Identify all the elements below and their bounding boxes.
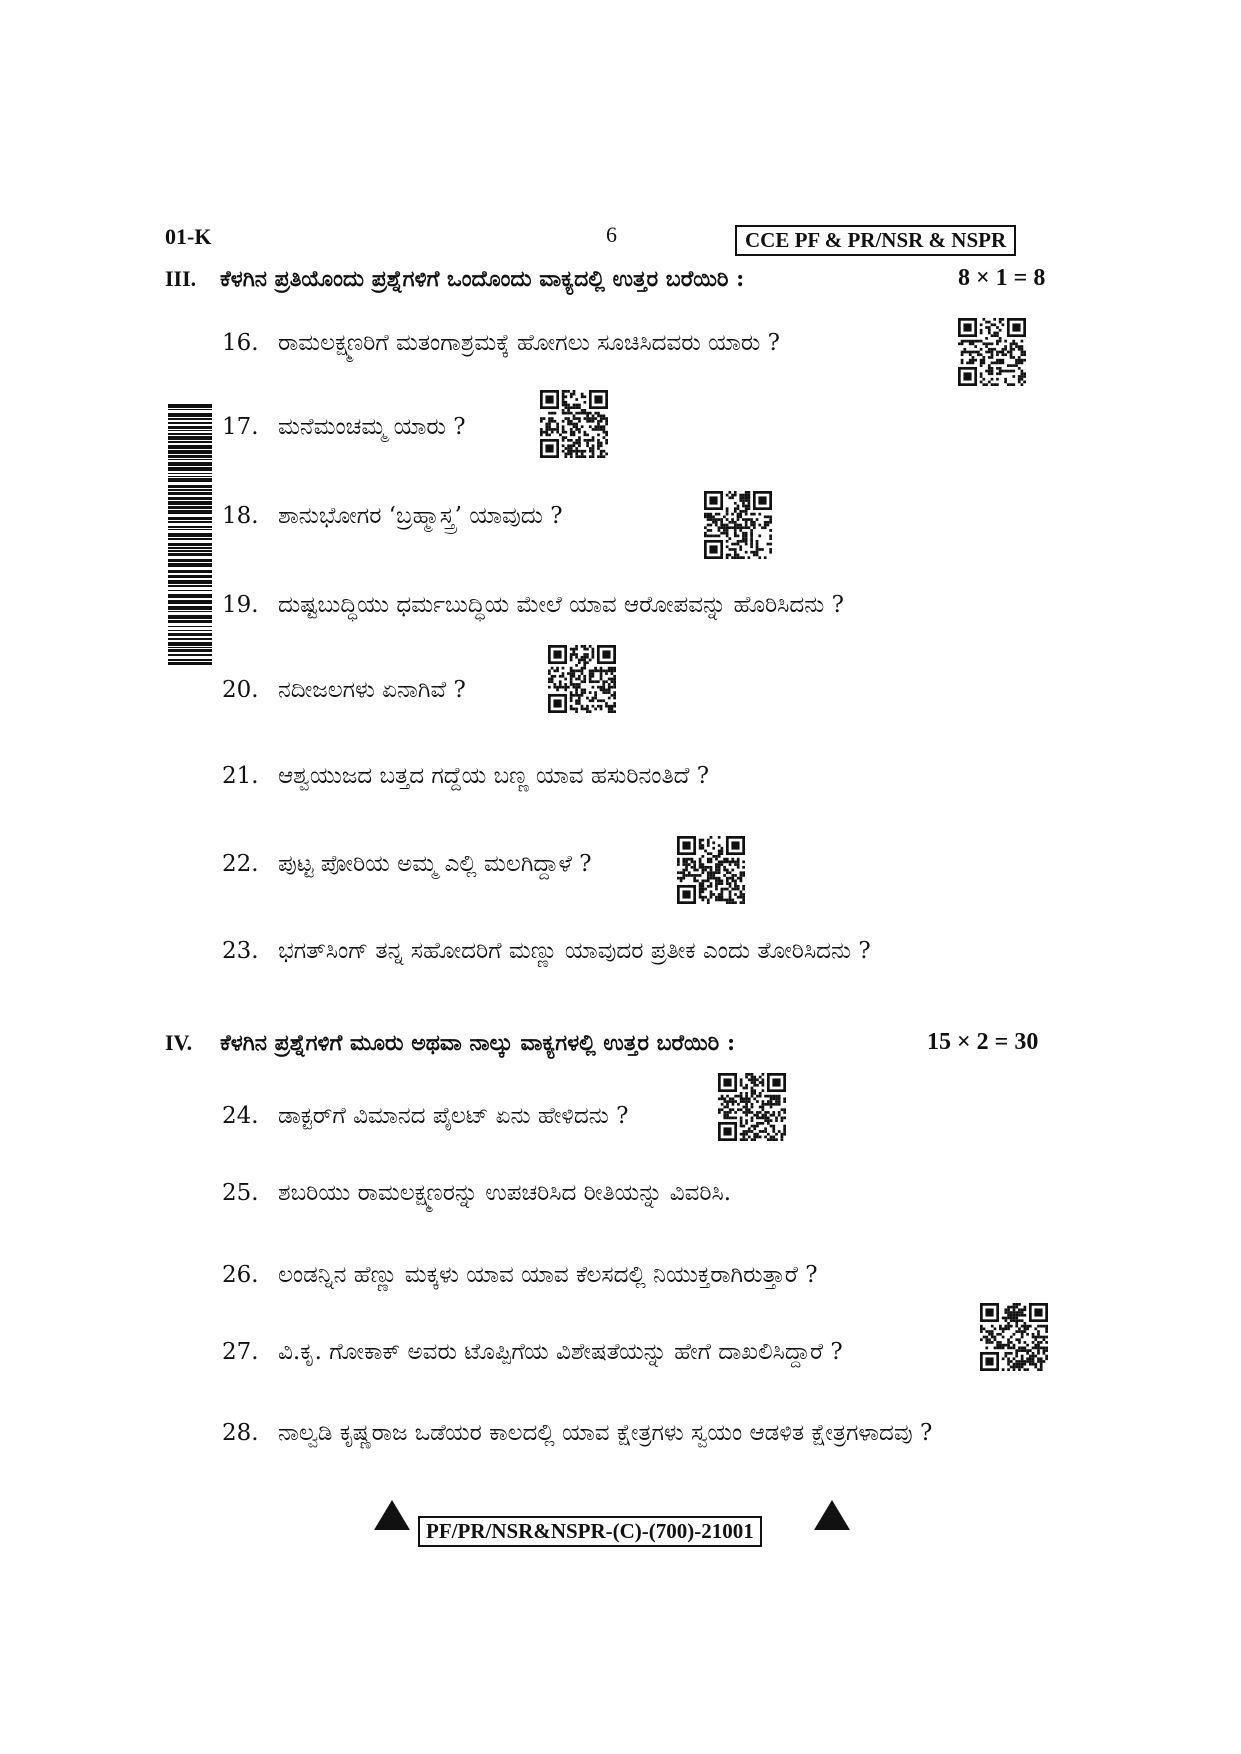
- barcode: [168, 404, 212, 666]
- question-number: 21.: [222, 763, 259, 789]
- section-numeral: IV.: [165, 1030, 193, 1055]
- triangle-left-icon: [374, 1500, 410, 1530]
- question-text: ಶಾನುಭೋಗರ ‘ಬ್ರಹ್ಮಾಸ್ತ್ರ’ ಯಾವುದು ?: [278, 503, 563, 529]
- question-number: 20.: [222, 677, 259, 703]
- section-numeral: III.: [165, 266, 197, 291]
- section-heading-iii: [165, 266, 744, 292]
- question-text: ಭಗತ್‌ಸಿಂಗ್ ತನ್ನ ಸಹೋದರಿಗೆ ಮಣ್ಣು ಯಾವುದರ ಪ್ರತೀಕ ಎಂದು ತೋರಿಸಿದನು ?: [278, 938, 871, 964]
- qr-code-icon: [958, 318, 1026, 386]
- section-marks: 15 × 2 = 30: [927, 1029, 1039, 1055]
- qr-code-icon: [540, 390, 608, 458]
- question-text: ನದೀಜಲಗಳು ಏನಾಗಿವೆ ?: [278, 677, 466, 703]
- question-text: ರಾಮಲಕ್ಷ್ಮಣರಿಗೆ ಮತಂಗಾಶ್ರಮಕ್ಕೆ ಹೋಗಲು ಸೂಚಿಸಿದವರು ಯಾರು ?: [278, 330, 780, 356]
- question-number: 16.: [222, 330, 259, 356]
- question-number: 17.: [222, 414, 259, 440]
- section-heading-iv: [165, 1030, 735, 1056]
- question-17: [222, 414, 466, 440]
- subject-code: 01-K: [165, 224, 212, 249]
- question-text: ನಾಲ್ವಡಿ ಕೃಷ್ಣರಾಜ ಒಡೆಯರ ಕಾಲದಲ್ಲಿ ಯಾವ ಕ್ಷೇತ್ರಗಳು ಸ್ವಯಂ ಆಡಳಿತ ಕ್ಷೇತ್ರಗಳಾದವು ?: [278, 1420, 933, 1446]
- question-number: 24.: [222, 1103, 259, 1129]
- question-number: 18.: [222, 503, 259, 529]
- section-instruction: ಕೆಳಗಿನ ಪ್ರತಿಯೊಂದು ಪ್ರಶ್ನೆಗಳಿಗೆ ಒಂದೊಂದು ವಾಕ್ಯದಲ್ಲಿ ಉತ್ತರ ಬರೆಯಿರಿ :: [220, 266, 745, 292]
- question-text: ದುಷ್ಟಬುದ್ಧಿಯು ಧರ್ಮಬುದ್ಧಿಯ ಮೇಲೆ ಯಾವ ಆರೋಪವನ್ನು ಹೊರಿಸಿದನು ?: [278, 592, 844, 618]
- question-text: ಲಂಡನ್ನಿನ ಹೆಣ್ಣು ಮಕ್ಕಳು ಯಾವ ಯಾವ ಕೆಲಸದಲ್ಲಿ ನಿಯುಕ್ತರಾಗಿರುತ್ತಾರೆ ?: [278, 1262, 818, 1288]
- question-number: 28.: [222, 1420, 259, 1446]
- question-23: [222, 938, 871, 964]
- question-number: 19.: [222, 592, 259, 618]
- question-text: ಪುಟ್ಟ ಪೋರಿಯ ಅಮ್ಮ ಎಲ್ಲಿ ಮಲಗಿದ್ದಾಳೆ ?: [278, 851, 592, 877]
- section-instruction: ಕೆಳಗಿನ ಪ್ರಶ್ನೆಗಳಿಗೆ ಮೂರು ಅಥವಾ ನಾಲ್ಕು ವಾಕ್ಯಗಳಲ್ಲಿ ಉತ್ತರ ಬರೆಯಿರಿ :: [220, 1030, 736, 1056]
- question-25: [222, 1180, 731, 1206]
- triangle-right-icon: [814, 1500, 850, 1530]
- question-19: [222, 592, 844, 618]
- question-number: 26.: [222, 1262, 259, 1288]
- qr-code-icon: [718, 1073, 786, 1141]
- question-28: [222, 1420, 932, 1446]
- question-number: 25.: [222, 1180, 259, 1206]
- footer-code: PF/PR/NSR&NSPR-(C)-(700)-21001: [418, 1516, 762, 1547]
- question-number: 22.: [222, 851, 259, 877]
- question-number: 27.: [222, 1339, 259, 1365]
- question-text: ಮನೆಮಂಚಮ್ಮ ಯಾರು ?: [278, 414, 466, 440]
- question-16: [222, 330, 780, 356]
- qr-code-icon: [677, 836, 745, 904]
- question-26: [222, 1262, 818, 1288]
- section-marks: 8 × 1 = 8: [958, 265, 1046, 291]
- question-18: [222, 503, 563, 529]
- question-22: [222, 851, 592, 877]
- question-number: 23.: [222, 938, 259, 964]
- question-24: [222, 1103, 629, 1129]
- question-27: [222, 1339, 843, 1365]
- question-text: ಆಶ್ವಯುಜದ ಬತ್ತದ ಗದ್ದೆಯ ಬಣ್ಣ ಯಾವ ಹಸುರಿನಂತಿದೆ ?: [278, 763, 710, 789]
- qr-code-icon: [704, 491, 772, 559]
- question-20: [222, 677, 466, 703]
- exam-code-box: CCE PF & PR/NSR & NSPR: [735, 225, 1016, 256]
- question-text: ಶಬರಿಯು ರಾಮಲಕ್ಷ್ಮಣರನ್ನು ಉಪಚರಿಸಿದ ರೀತಿಯನ್ನು ವಿವರಿಸಿ.: [278, 1180, 732, 1206]
- qr-code-icon: [980, 1303, 1048, 1371]
- question-text: ಡಾಕ್ಟರ್‌ಗೆ ವಿಮಾನದ ಪೈಲಟ್ ಏನು ಹೇಳಿದನು ?: [278, 1103, 629, 1129]
- page-number: 6: [606, 222, 617, 247]
- question-21: [222, 763, 709, 789]
- question-text: ವಿ.ಕೃ. ಗೋಕಾಕ್ ಅವರು ಟೊಪ್ಪಿಗೆಯ ವಿಶೇಷತೆಯನ್ನು ಹೇಗೆ ದಾಖಲಿಸಿದ್ದಾರೆ ?: [278, 1339, 843, 1365]
- qr-code-icon: [548, 645, 616, 713]
